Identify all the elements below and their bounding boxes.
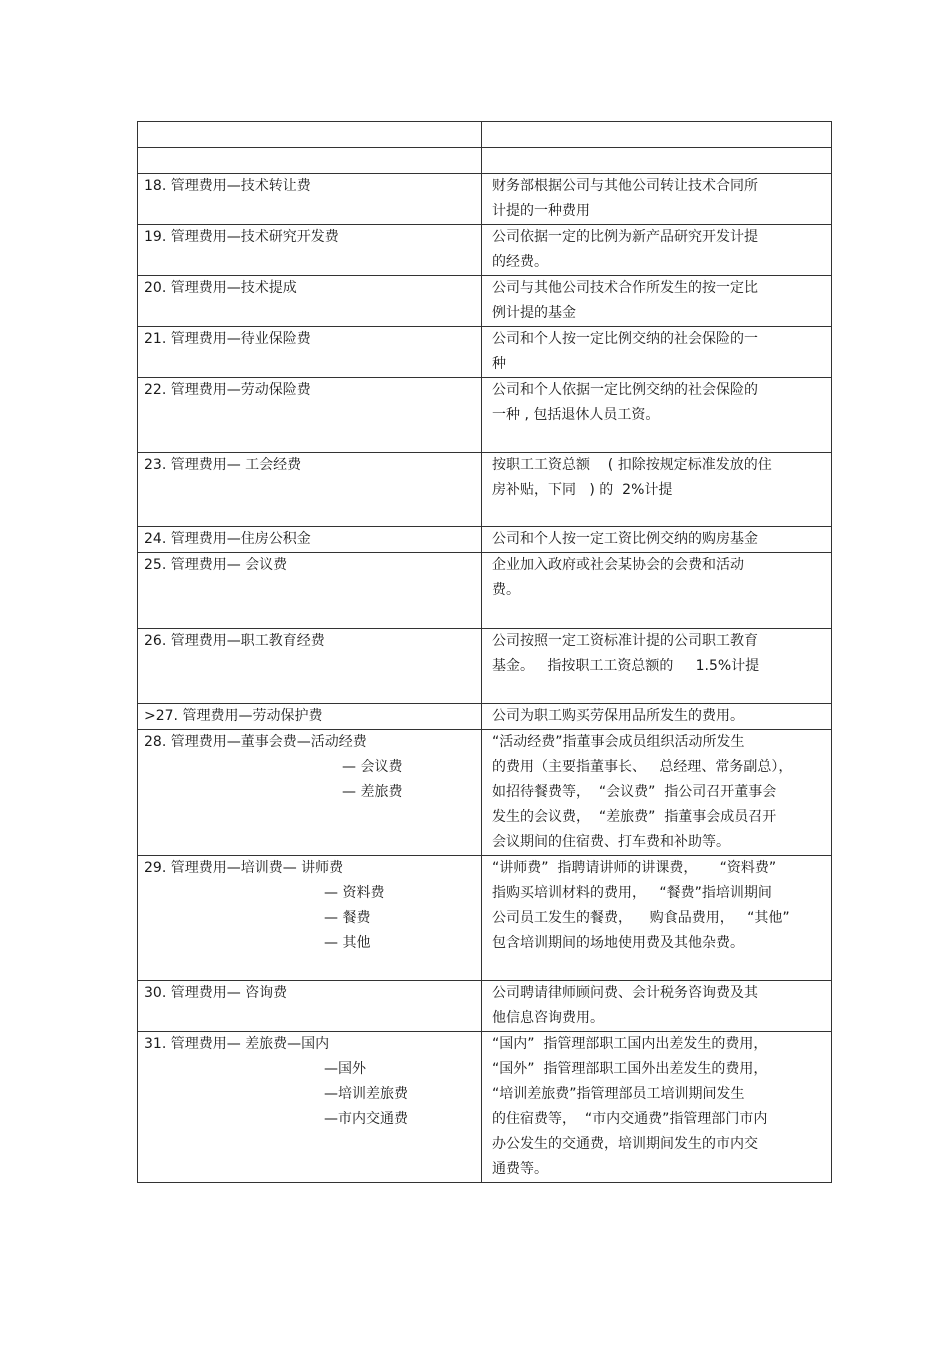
description-cell <box>482 174 832 225</box>
table-row <box>138 704 832 730</box>
description-cell <box>482 527 832 553</box>
description-cell <box>482 629 832 704</box>
description-line: “培训差旅费”指管理部员工培训期间发生 <box>492 1086 745 1102</box>
expense-account-table <box>137 121 832 1183</box>
description-cell <box>482 453 832 527</box>
description-line: 例计提的基金 <box>492 305 576 321</box>
account-name: 31. 管理费用— 差旅费—国内 <box>144 1036 330 1052</box>
table-row <box>138 981 832 1032</box>
table-row <box>138 1032 832 1183</box>
account-name: 23. 管理费用— 工会经费 <box>144 457 302 473</box>
account-name: 30. 管理费用— 咨询费 <box>144 985 288 1001</box>
account-cell <box>138 730 482 856</box>
account-cell <box>138 629 482 704</box>
description-line: 指购买培训材料的费用， “餐费”指培训期间 <box>492 885 772 901</box>
description-cell <box>482 122 832 148</box>
description-line: 办公发生的交通费，培训期间发生的市内交 <box>492 1136 758 1152</box>
description-line: 财务部根据公司与其他公司转让技术合同所 <box>492 178 758 194</box>
description-cell <box>482 378 832 453</box>
account-name: 19. 管理费用—技术研究开发费 <box>144 229 339 245</box>
account-cell <box>138 553 482 629</box>
account-cell <box>138 453 482 527</box>
sub-account-name: — 其他 <box>324 935 371 951</box>
description-line: “活动经费”指董事会成员组织活动所发生 <box>492 734 745 750</box>
description-line: 会议期间的住宿费、打车费和补助等。 <box>492 834 730 850</box>
table-row <box>138 453 832 527</box>
sub-account-name: — 会议费 <box>342 759 403 775</box>
table-row <box>138 225 832 276</box>
account-cell <box>138 174 482 225</box>
account-name: 26. 管理费用—职工教育经费 <box>144 633 325 649</box>
table-row <box>138 122 832 148</box>
table-row <box>138 629 832 704</box>
account-cell <box>138 378 482 453</box>
description-line: 的经费。 <box>492 254 548 270</box>
account-cell <box>138 981 482 1032</box>
account-name: 24. 管理费用—住房公积金 <box>144 531 311 547</box>
account-cell <box>138 148 482 174</box>
sub-account-name: — 餐费 <box>324 910 371 926</box>
table-row <box>138 730 832 856</box>
description-cell <box>482 981 832 1032</box>
description-cell <box>482 225 832 276</box>
account-name: >27. 管理费用—劳动保护费 <box>144 708 323 724</box>
description-line: 计提的一种费用 <box>492 203 590 219</box>
table-row <box>138 378 832 453</box>
table-row <box>138 174 832 225</box>
description-line: 企业加入政府或社会某协会的会费和活动 <box>492 557 744 573</box>
description-cell <box>482 704 832 730</box>
sub-account-name: — 资料费 <box>324 885 385 901</box>
account-name: 28. 管理费用—董事会费—活动经费 <box>144 734 367 750</box>
description-cell <box>482 327 832 378</box>
account-name: 18. 管理费用—技术转让费 <box>144 178 311 194</box>
description-line: 按职工工资总额 ( 扣除按规定标准发放的住 <box>492 457 772 473</box>
description-line: 公司按照一定工资标准计提的公司职工教育 <box>492 633 758 649</box>
description-line: “国外” 指管理部职工国外出差发生的费用， <box>492 1061 768 1077</box>
description-line: 公司聘请律师顾问费、会计税务咨询费及其 <box>492 985 758 1001</box>
account-cell <box>138 327 482 378</box>
description-line: 如招待餐费等， “会议费” 指公司召开董事会 <box>492 784 777 800</box>
account-name: 25. 管理费用— 会议费 <box>144 557 288 573</box>
account-cell <box>138 122 482 148</box>
description-cell <box>482 148 832 174</box>
account-cell <box>138 225 482 276</box>
description-line: 公司依据一定的比例为新产品研究开发计提 <box>492 229 758 245</box>
sub-account-name: — 差旅费 <box>342 784 403 800</box>
description-line: 包含培训期间的场地使用费及其他杂费。 <box>492 935 744 951</box>
account-cell <box>138 704 482 730</box>
table-row <box>138 553 832 629</box>
table-row <box>138 148 832 174</box>
table-row <box>138 856 832 981</box>
account-cell <box>138 527 482 553</box>
description-line: 公司员工发生的餐费， 购食品费用， “其他” <box>492 910 790 926</box>
account-name: 22. 管理费用—劳动保险费 <box>144 382 311 398</box>
description-line: 公司和个人按一定比例交纳的社会保险的一 <box>492 331 758 347</box>
description-line: 公司和个人按一定工资比例交纳的购房基金 <box>492 531 758 547</box>
description-line: 公司为职工购买劳保用品所发生的费用。 <box>492 708 744 724</box>
sub-account-name: —国外 <box>324 1061 366 1077</box>
description-line: 通费等。 <box>492 1161 548 1177</box>
description-line: 费。 <box>492 582 520 598</box>
account-name: 29. 管理费用—培训费— 讲师费 <box>144 860 344 876</box>
description-line: “国内” 指管理部职工国内出差发生的费用， <box>492 1036 768 1052</box>
description-line: 房补贴，下同 ) 的 2%计提 <box>492 482 673 498</box>
account-name: 21. 管理费用—待业保险费 <box>144 331 311 347</box>
account-cell <box>138 1032 482 1183</box>
description-line: “讲师费” 指聘请讲师的讲课费， “资料费” <box>492 860 777 876</box>
description-line: 一种 , 包括退休人员工资。 <box>492 407 660 423</box>
sub-account-name: —市内交通费 <box>324 1111 408 1127</box>
table-row <box>138 327 832 378</box>
description-line: 种 <box>492 356 506 372</box>
description-cell <box>482 856 832 981</box>
description-line: 他信息咨询费用。 <box>492 1010 604 1026</box>
account-name: 20. 管理费用—技术提成 <box>144 280 297 296</box>
sub-account-name: —培训差旅费 <box>324 1086 408 1102</box>
description-cell <box>482 730 832 856</box>
description-line: 的住宿费等， “市内交通费”指管理部门市内 <box>492 1111 768 1127</box>
table-row <box>138 527 832 553</box>
account-cell <box>138 276 482 327</box>
description-cell <box>482 553 832 629</box>
description-line: 的费用（主要指董事长、 总经理、常务副总）， <box>492 759 793 775</box>
description-line: 基金。 指按职工工资总额的 1.5%计提 <box>492 658 760 674</box>
table-row <box>138 276 832 327</box>
description-line: 发生的会议费， “差旅费” 指董事会成员召开 <box>492 809 777 825</box>
description-line: 公司和个人依据一定比例交纳的社会保险的 <box>492 382 758 398</box>
account-cell <box>138 856 482 981</box>
description-line: 公司与其他公司技术合作所发生的按一定比 <box>492 280 758 296</box>
description-cell <box>482 1032 832 1183</box>
description-cell <box>482 276 832 327</box>
